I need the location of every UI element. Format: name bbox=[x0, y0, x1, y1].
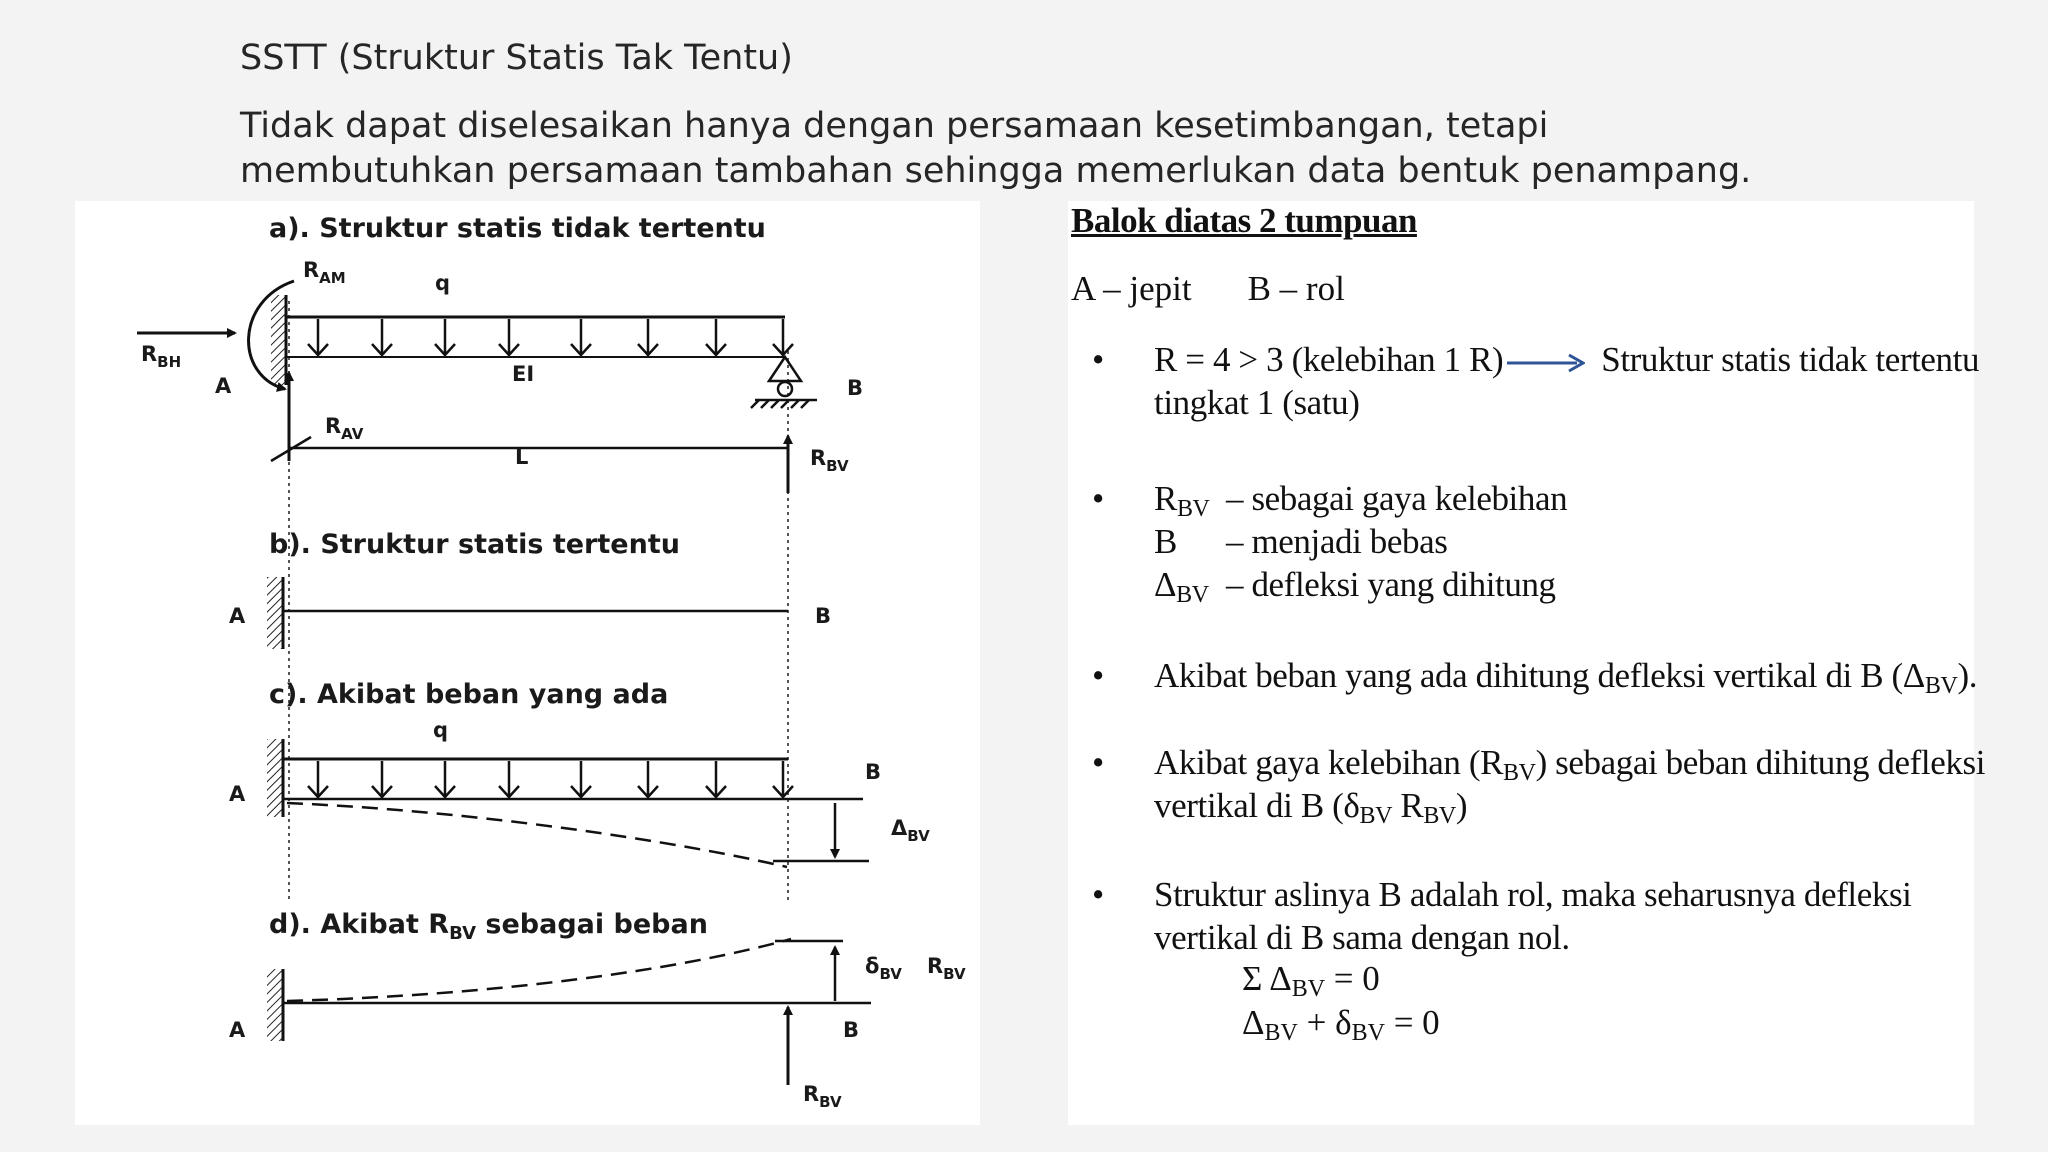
equation-2: $\Delta_{BV} + \delta_{BV} = 0$ bbox=[1242, 1003, 1440, 1046]
label-a-d: A bbox=[229, 1018, 246, 1042]
distributed-load-c bbox=[308, 761, 793, 797]
label-b-c: B bbox=[865, 760, 882, 784]
roller-support-b bbox=[751, 357, 817, 408]
label-r-av: $R_{AV}$ bbox=[325, 414, 364, 443]
section-d bbox=[229, 909, 966, 1111]
support-b: B – rol bbox=[1247, 269, 1345, 308]
label-r-bv-a: $R_{BV}$ bbox=[810, 446, 849, 475]
load-q-label-c: q bbox=[433, 718, 449, 742]
label-a-c: A bbox=[229, 782, 246, 806]
label-l: L bbox=[515, 445, 529, 469]
section-c-title: c). Akibat beban yang ada bbox=[269, 679, 669, 710]
slide-description: Tidak dapat diselesaikan hanya dengan persamaan kesetimbangan, tetapi membutuhkan persamaan tambahan sehingga memerlukan data bentuk penampang. bbox=[240, 106, 1752, 191]
beam-diagrams bbox=[75, 201, 980, 1125]
section-b-title: b). Struktur statis tertentu bbox=[269, 529, 680, 560]
section-c bbox=[229, 679, 930, 867]
label-r-am: $R_{AM}$ bbox=[303, 258, 346, 287]
fixed-support-c bbox=[267, 739, 283, 817]
section-b bbox=[229, 529, 831, 649]
label-delta-bv: $\Delta_{BV}$ bbox=[891, 816, 930, 845]
load-q-label-a: q bbox=[435, 271, 451, 295]
panel-title: Balok diatas 2 tumpuan bbox=[1071, 201, 1417, 240]
label-a-b: A bbox=[229, 604, 246, 628]
fixed-support-d bbox=[267, 969, 283, 1041]
deflection-curve-d bbox=[287, 939, 791, 1001]
label-r-bh: $R_{BH}$ bbox=[141, 342, 182, 371]
section-a-title: a). Struktur statis tidak tertentu bbox=[269, 213, 766, 244]
label-ei: EI bbox=[512, 362, 535, 386]
label-b-d: B bbox=[843, 1018, 860, 1042]
explanation-panel: Balok diatas 2 tumpuan A – jepit B – rol • R = 4 > 3 (kelebihan 1 R) Struktur statis tidak tertentu tingkat 1 (satu) • $R_{BV}$ – sebagai gaya kelebihan B – menjadi bebas $\Delta_{BV}$ – defleksi yang dihitung • Akibat beban yang ada dihitung defleksi vertikal di B $(\Delta_{BV})$. • Akibat gaya kelebihan $(R_{BV})$ sebagai beban dihitung defleksi vertikal di B ($\delta_{BV}$ $R_{BV}$) • Struktur aslinya B adalah rol, maka seharusnya defleksi vertikal di B sama dengan nol. Σ $\Delta_{BV} = 0$ $\Delta_{BV} + \delta_{BV} = 0$ bbox=[1068, 201, 1974, 1125]
label-small-delta-bv: $\delta_{BV}$ bbox=[865, 954, 902, 983]
section-d-title: d). Akibat $R_{BV}$ sebagai beban bbox=[269, 909, 708, 944]
label-a-a: A bbox=[215, 374, 232, 398]
arrow-right-icon bbox=[1507, 353, 1585, 373]
support-a: A – jepit bbox=[1071, 269, 1192, 308]
support-types bbox=[1071, 269, 1401, 309]
label-r-bv-d2: $R_{BV}$ bbox=[803, 1082, 842, 1111]
section-a bbox=[137, 213, 863, 493]
label-b-b: B bbox=[815, 604, 832, 628]
equation-1: Σ $\Delta_{BV} = 0$ bbox=[1242, 959, 1380, 1002]
deflection-curve-c bbox=[287, 803, 787, 867]
beam-diagram-panel bbox=[75, 201, 980, 1125]
fixed-support-a bbox=[271, 295, 285, 385]
distributed-load-a bbox=[308, 319, 793, 355]
label-r-bv-d1: $R_{BV}$ bbox=[927, 954, 966, 983]
slide-title: SSTT (Struktur Statis Tak Tentu) bbox=[240, 38, 793, 78]
fixed-support-b bbox=[267, 577, 283, 649]
label-b-a: B bbox=[847, 376, 864, 400]
